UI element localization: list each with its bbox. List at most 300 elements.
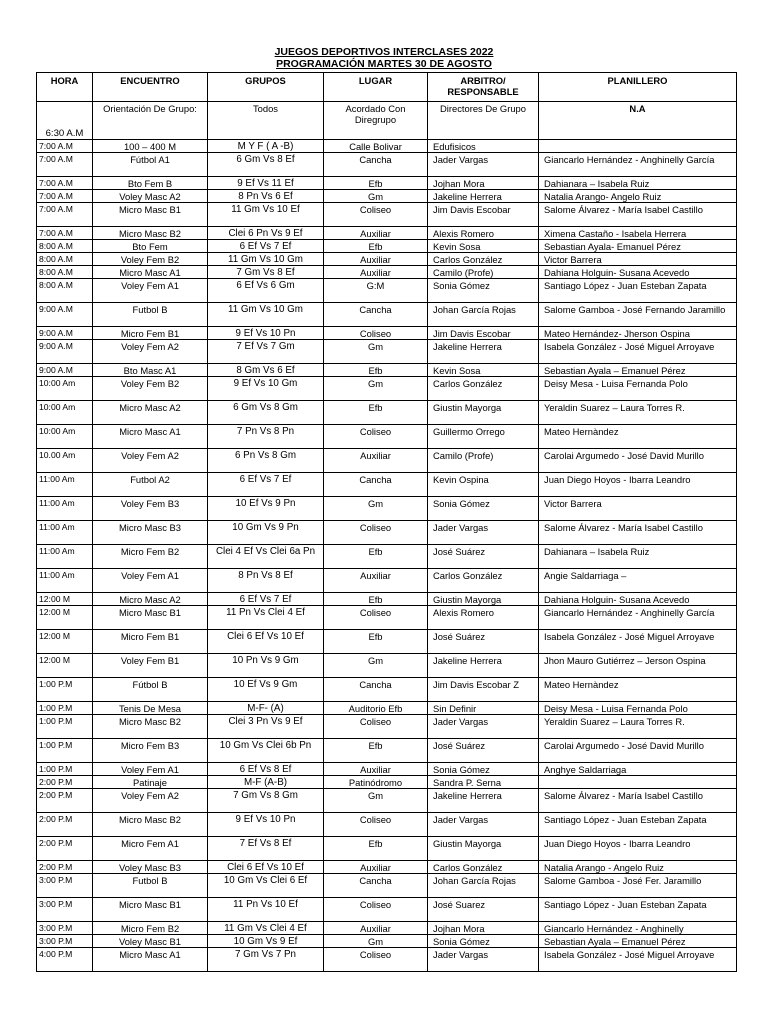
cell-grupos: 6 Ef Vs 7 Ef	[208, 473, 324, 497]
cell-encuentro: Micro Masc A1	[93, 425, 208, 449]
cell-planillero: Mateo Hernández- Jherson Ospina	[539, 327, 737, 340]
cell-hora: 11:00 Am	[37, 497, 93, 521]
table-row	[37, 425, 737, 449]
cell-lugar: Cancha	[324, 153, 428, 177]
cell-hora: 7:00 A.M	[37, 227, 93, 240]
cell-grupos: 10 Pn Vs 9 Gm	[208, 654, 324, 678]
cell-encuentro: Voley Fem A1	[93, 279, 208, 303]
cell-arbitro: Sandra P. Serna	[428, 776, 539, 789]
cell-grupos: 11 Gm Vs 10 Gm	[208, 253, 324, 266]
cell-arbitro: Johan García Rojas	[428, 874, 539, 898]
cell-arbitro: Jakeline Herrera	[428, 654, 539, 678]
table-row	[37, 545, 737, 569]
cell-lugar: Gm	[324, 190, 428, 203]
table-row	[37, 303, 737, 327]
cell-encuentro: Bto Fem B	[93, 177, 208, 190]
cell-hora: 2:00 P.M	[37, 837, 93, 861]
table-row	[37, 327, 737, 340]
cell-arbitro: Kevin Ospina	[428, 473, 539, 497]
cell-encuentro: Micro Masc A2	[93, 401, 208, 425]
cell-grupos: 9 Ef Vs 11 Ef	[208, 177, 324, 190]
schedule-table	[36, 72, 737, 972]
table-row	[37, 203, 737, 227]
table-row	[37, 153, 737, 177]
cell-grupos: 11 Pn Vs 10 Ef	[208, 898, 324, 922]
cell-arbitro: José Suarez	[428, 898, 539, 922]
cell-lugar: Coliseo	[324, 425, 428, 449]
cell-hora: 6:30 A.M	[37, 102, 93, 140]
cell-grupos: 11 Gm Vs 10 Gm	[208, 303, 324, 327]
cell-encuentro: Voley Fem B3	[93, 497, 208, 521]
cell-grupos: Clei 6 Ef Vs 10 Ef	[208, 630, 324, 654]
cell-encuentro: Futbol A2	[93, 473, 208, 497]
cell-planillero: Carolai Argumedo - José David Murillo	[539, 449, 737, 473]
cell-encuentro: Micro Fem B3	[93, 739, 208, 763]
cell-planillero: Juan Diego Hoyos - Ibarra Leandro	[539, 473, 737, 497]
cell-lugar: Calle Bolivar	[324, 140, 428, 153]
cell-grupos: 7 Pn Vs 8 Pn	[208, 425, 324, 449]
table-row	[37, 401, 737, 425]
cell-hora: 7:00 A.M	[37, 140, 93, 153]
cell-grupos: 9 Ef Vs 10 Gm	[208, 377, 324, 401]
cell-planillero: Salome Álvarez - María Isabel Castillo	[539, 521, 737, 545]
cell-lugar: Efb	[324, 739, 428, 763]
cell-encuentro: Voley Fem B2	[93, 377, 208, 401]
cell-planillero: Dahianara – Isabela Ruiz	[539, 177, 737, 190]
cell-planillero: Salome Gamboa - José Fer. Jaramillo	[539, 874, 737, 898]
cell-grupos: Clei 6 Pn Vs 9 Ef	[208, 227, 324, 240]
cell-lugar: Gm	[324, 935, 428, 948]
cell-planillero: Angie Saldarriaga –	[539, 569, 737, 593]
table-row	[37, 606, 737, 630]
cell-grupos: M-F (A-B)	[208, 776, 324, 789]
cell-planillero: Santiago López - Juan Esteban Zapata	[539, 898, 737, 922]
cell-hora: 3:00 P.M	[37, 874, 93, 898]
cell-hora: 8:00 A.M	[37, 253, 93, 266]
cell-grupos: Clei 6 Ef Vs 10 Ef	[208, 861, 324, 874]
table-row	[37, 715, 737, 739]
document-title: JUEGOS DEPORTIVOS INTERCLASES 2022	[274, 46, 494, 58]
cell-hora: 2:00 P.M	[37, 776, 93, 789]
table-row	[37, 813, 737, 837]
cell-lugar: Efb	[324, 837, 428, 861]
cell-hora: 11:00 Am	[37, 473, 93, 497]
cell-grupos: 8 Pn Vs 6 Ef	[208, 190, 324, 203]
cell-lugar: Cancha	[324, 678, 428, 702]
cell-hora: 10:00 Am	[37, 425, 93, 449]
cell-planillero: Giancarlo Hernández - Anghinelly	[539, 922, 737, 935]
cell-grupos: 9 Ef Vs 10 Pn	[208, 813, 324, 837]
cell-grupos: Todos	[208, 102, 324, 140]
cell-lugar: Cancha	[324, 874, 428, 898]
table-row	[37, 240, 737, 253]
cell-arbitro: Carlos González	[428, 253, 539, 266]
cell-planillero: Giancarlo Hernández - Anghinelly García	[539, 153, 737, 177]
cell-encuentro: Micro Masc B2	[93, 813, 208, 837]
table-row	[37, 473, 737, 497]
cell-encuentro: Voley Fem A1	[93, 569, 208, 593]
cell-arbitro: Jader Vargas	[428, 948, 539, 972]
cell-arbitro: Alexis Romero	[428, 227, 539, 240]
cell-hora: 9:00 A.M	[37, 327, 93, 340]
cell-encuentro: Voley Fem A2	[93, 340, 208, 364]
cell-encuentro: Bto Fem	[93, 240, 208, 253]
cell-encuentro: Micro Fem B2	[93, 545, 208, 569]
cell-grupos: 11 Pn Vs Clei 4 Ef	[208, 606, 324, 630]
cell-arbitro: José Suárez	[428, 630, 539, 654]
cell-grupos: 8 Pn Vs 8 Ef	[208, 569, 324, 593]
cell-lugar: Coliseo	[324, 948, 428, 972]
cell-grupos: 10 Gm Vs 9 Ef	[208, 935, 324, 948]
cell-encuentro: Micro Masc A2	[93, 593, 208, 606]
cell-hora: 10.00 Am	[37, 449, 93, 473]
cell-hora: 1:00 P.M	[37, 715, 93, 739]
cell-lugar: Cancha	[324, 473, 428, 497]
cell-arbitro: Camilo (Profe)	[428, 449, 539, 473]
cell-encuentro: Voley Fem B1	[93, 654, 208, 678]
cell-planillero: Mateo Hernàndez	[539, 425, 737, 449]
document-subtitle: PROGRAMACIÓN MARTES 30 DE AGOSTO	[276, 57, 492, 70]
table-row	[37, 177, 737, 190]
cell-encuentro: Voley Fem A1	[93, 763, 208, 776]
cell-arbitro: Jader Vargas	[428, 813, 539, 837]
cell-lugar: Gm	[324, 789, 428, 813]
cell-arbitro: Sin Definir	[428, 702, 539, 715]
cell-encuentro: Micro Masc B1	[93, 898, 208, 922]
header-lugar: LUGAR	[324, 73, 428, 102]
cell-lugar: Coliseo	[324, 521, 428, 545]
cell-hora: 9:00 A.M	[37, 303, 93, 327]
cell-planillero: Natalia Arango- Angelo Ruiz	[539, 190, 737, 203]
cell-lugar: Acordado Con Diregrupo	[324, 102, 428, 140]
cell-arbitro: Sonia Gómez	[428, 935, 539, 948]
cell-encuentro: Fútbol B	[93, 678, 208, 702]
cell-arbitro: Directores De Grupo	[428, 102, 539, 140]
cell-planillero: Ximena Castaño - Isabela Herrera	[539, 227, 737, 240]
cell-hora: 3:00 P.M	[37, 935, 93, 948]
table-row	[37, 763, 737, 776]
cell-hora: 1:00 P.M	[37, 678, 93, 702]
cell-arbitro: Sonia Gómez	[428, 763, 539, 776]
cell-encuentro: Tenis De Mesa	[93, 702, 208, 715]
cell-planillero: Yeraldin Suarez – Laura Torres R.	[539, 715, 737, 739]
cell-grupos: 6 Ef Vs 8 Ef	[208, 763, 324, 776]
table-row	[37, 569, 737, 593]
cell-lugar: Auxiliar	[324, 569, 428, 593]
cell-hora: 3:00 P.M	[37, 898, 93, 922]
cell-hora: 1:00 P.M	[37, 763, 93, 776]
cell-hora: 11:00 Am	[37, 545, 93, 569]
cell-hora: 2:00 P.M	[37, 813, 93, 837]
cell-hora: 11:00 Am	[37, 569, 93, 593]
cell-arbitro: Carlos González	[428, 377, 539, 401]
cell-encuentro: Voley Fem A2	[93, 449, 208, 473]
cell-hora: 12:00 M	[37, 630, 93, 654]
table-row	[37, 449, 737, 473]
cell-planillero: Salome Álvarez - María Isabel Castillo	[539, 789, 737, 813]
table-row	[37, 948, 737, 972]
cell-grupos: 7 Gm Vs 7 Pn	[208, 948, 324, 972]
cell-encuentro: Futbol B	[93, 874, 208, 898]
cell-arbitro: Edufisicos	[428, 140, 539, 153]
cell-hora: 12:00 M	[37, 606, 93, 630]
table-row	[37, 190, 737, 203]
cell-hora: 10:00 Am	[37, 401, 93, 425]
cell-encuentro: Futbol B	[93, 303, 208, 327]
cell-grupos: M Y F ( A -B)	[208, 140, 324, 153]
document-titles	[0, 47, 768, 70]
cell-planillero: Jhon Mauro Gutiérrez – Jerson Ospina	[539, 654, 737, 678]
cell-lugar: Auditorio Efb	[324, 702, 428, 715]
cell-arbitro: Kevin Sosa	[428, 240, 539, 253]
cell-arbitro: Giustin Mayorga	[428, 593, 539, 606]
cell-arbitro: Jim Davis Escobar	[428, 327, 539, 340]
cell-hora: 2:00 P.M	[37, 789, 93, 813]
cell-arbitro: Jakeline Herrera	[428, 340, 539, 364]
cell-planillero: Salome Álvarez - María Isabel Castillo	[539, 203, 737, 227]
cell-lugar: Auxiliar	[324, 922, 428, 935]
cell-planillero: Victor Barrera	[539, 497, 737, 521]
cell-lugar: Efb	[324, 401, 428, 425]
cell-encuentro: 100 – 400 M	[93, 140, 208, 153]
cell-planillero: Santiago López - Juan Esteban Zapata	[539, 279, 737, 303]
cell-planillero: Natalia Arango - Angelo Ruiz	[539, 861, 737, 874]
cell-planillero	[539, 776, 737, 789]
cell-lugar: Efb	[324, 630, 428, 654]
table-row	[37, 266, 737, 279]
cell-planillero: Sebastian Ayala – Emanuel Pérez	[539, 364, 737, 377]
cell-planillero: Juan Diego Hoyos - Ibarra Leandro	[539, 837, 737, 861]
cell-grupos: 7 Gm Vs 8 Gm	[208, 789, 324, 813]
cell-hora: 7:00 A.M	[37, 203, 93, 227]
cell-hora: 10:00 Am	[37, 377, 93, 401]
table-row	[37, 253, 737, 266]
cell-grupos: 11 Gm Vs 10 Ef	[208, 203, 324, 227]
table-row	[37, 837, 737, 861]
table-row	[37, 922, 737, 935]
cell-hora: 2:00 P.M	[37, 861, 93, 874]
cell-hora: 8:00 A.M	[37, 266, 93, 279]
cell-grupos: 11 Gm Vs Clei 4 Ef	[208, 922, 324, 935]
cell-lugar: Coliseo	[324, 327, 428, 340]
cell-grupos: 6 Gm Vs 8 Gm	[208, 401, 324, 425]
cell-planillero: Dahiana Holguin- Susana Acevedo	[539, 266, 737, 279]
cell-hora: 3:00 P.M	[37, 922, 93, 935]
cell-arbitro: Jader Vargas	[428, 153, 539, 177]
cell-encuentro: Micro Masc B2	[93, 715, 208, 739]
cell-grupos: 7 Gm Vs 8 Ef	[208, 266, 324, 279]
cell-arbitro: José Suárez	[428, 739, 539, 763]
cell-lugar: Efb	[324, 593, 428, 606]
cell-lugar: Auxiliar	[324, 861, 428, 874]
cell-grupos: 10 Gm Vs Clei 6 Ef	[208, 874, 324, 898]
cell-lugar: Auxiliar	[324, 449, 428, 473]
table-header-row	[37, 73, 737, 102]
cell-hora: 7:00 A.M	[37, 177, 93, 190]
cell-hora: 8:00 A.M	[37, 279, 93, 303]
cell-encuentro: Bto Masc A1	[93, 364, 208, 377]
cell-arbitro: Giustin Mayorga	[428, 837, 539, 861]
cell-encuentro: Micro Masc B3	[93, 521, 208, 545]
cell-lugar: Auxiliar	[324, 253, 428, 266]
cell-lugar: Coliseo	[324, 813, 428, 837]
cell-planillero: Isabela González - José Miguel Arroyave	[539, 340, 737, 364]
cell-arbitro: Sonia Gómez	[428, 497, 539, 521]
table-row	[37, 861, 737, 874]
cell-planillero: Isabela González - José Miguel Arroyave	[539, 948, 737, 972]
table-row	[37, 935, 737, 948]
cell-encuentro: Micro Masc A1	[93, 948, 208, 972]
cell-hora: 7:00 A.M	[37, 190, 93, 203]
cell-planillero: Yeraldin Suarez – Laura Torres R.	[539, 401, 737, 425]
cell-lugar: Patinódromo	[324, 776, 428, 789]
table-row	[37, 654, 737, 678]
cell-hora: 12:00 M	[37, 593, 93, 606]
cell-encuentro: Orientación De Grupo:	[93, 102, 208, 140]
cell-arbitro: José Suárez	[428, 545, 539, 569]
cell-arbitro: Jim Davis Escobar Z	[428, 678, 539, 702]
cell-lugar: Coliseo	[324, 898, 428, 922]
cell-planillero: Sebastian Ayala – Emanuel Pérez	[539, 935, 737, 948]
cell-grupos: 6 Ef Vs 6 Gm	[208, 279, 324, 303]
cell-encuentro: Voley Fem B2	[93, 253, 208, 266]
header-hora: HORA	[37, 73, 93, 102]
cell-lugar: Auxiliar	[324, 266, 428, 279]
table-row	[37, 776, 737, 789]
cell-hora: 7:00 A.M	[37, 153, 93, 177]
table-row	[37, 364, 737, 377]
header-planillero: PLANILLERO	[539, 73, 737, 102]
cell-arbitro: Johan García Rojas	[428, 303, 539, 327]
cell-hora: 8:00 A.M	[37, 240, 93, 253]
cell-lugar: Gm	[324, 654, 428, 678]
cell-grupos: 9 Ef Vs 10 Pn	[208, 327, 324, 340]
table-row	[37, 789, 737, 813]
cell-grupos: 6 Pn Vs 8 Gm	[208, 449, 324, 473]
cell-encuentro: Patinaje	[93, 776, 208, 789]
cell-encuentro: Micro Masc A1	[93, 266, 208, 279]
table-row	[37, 340, 737, 364]
cell-planillero: Dahianara – Isabela Ruiz	[539, 545, 737, 569]
table-row	[37, 898, 737, 922]
cell-lugar: Auxiliar	[324, 763, 428, 776]
header-grupos: GRUPOS	[208, 73, 324, 102]
table-row	[37, 279, 737, 303]
table-row	[37, 497, 737, 521]
table-row	[37, 140, 737, 153]
cell-encuentro: Fútbol A1	[93, 153, 208, 177]
cell-grupos: 7 Ef Vs 7 Gm	[208, 340, 324, 364]
table-row	[37, 377, 737, 401]
cell-lugar: Gm	[324, 340, 428, 364]
cell-grupos: 8 Gm Vs 6 Ef	[208, 364, 324, 377]
cell-planillero: Dahiana Holguin- Susana Acevedo	[539, 593, 737, 606]
cell-encuentro: Voley Fem A2	[93, 789, 208, 813]
cell-encuentro: Voley Masc A2	[93, 190, 208, 203]
cell-arbitro: Giustin Mayorga	[428, 401, 539, 425]
cell-encuentro: Micro Fem B1	[93, 327, 208, 340]
cell-hora: 1:00 P.M	[37, 702, 93, 715]
cell-grupos: Clei 4 Ef Vs Clei 6a Pn	[208, 545, 324, 569]
cell-hora: 4:00 P.M	[37, 948, 93, 972]
cell-grupos: 10 Ef Vs 9 Pn	[208, 497, 324, 521]
cell-arbitro: Carlos González	[428, 861, 539, 874]
cell-lugar: Efb	[324, 177, 428, 190]
cell-grupos: 6 Gm Vs 8 Ef	[208, 153, 324, 177]
cell-planillero: Deisy Mesa - Luisa Fernanda Polo	[539, 702, 737, 715]
cell-hora: 11:00 Am	[37, 521, 93, 545]
cell-encuentro: Micro Fem B1	[93, 630, 208, 654]
cell-planillero: Carolai Argumedo - José David Murillo	[539, 739, 737, 763]
cell-grupos: 6 Ef Vs 7 Ef	[208, 240, 324, 253]
table-row	[37, 521, 737, 545]
cell-lugar: Gm	[324, 377, 428, 401]
cell-lugar: Efb	[324, 240, 428, 253]
cell-lugar: Coliseo	[324, 203, 428, 227]
orientation-row	[37, 102, 737, 140]
cell-planillero: Santiago López - Juan Esteban Zapata	[539, 813, 737, 837]
cell-encuentro: Micro Masc B2	[93, 227, 208, 240]
cell-lugar: Coliseo	[324, 715, 428, 739]
cell-arbitro: Carlos González	[428, 569, 539, 593]
cell-planillero	[539, 140, 737, 153]
cell-encuentro: Micro Masc B1	[93, 203, 208, 227]
table-row	[37, 702, 737, 715]
cell-arbitro: Jojhan Mora	[428, 177, 539, 190]
cell-arbitro: Jader Vargas	[428, 521, 539, 545]
cell-grupos: 7 Ef Vs 8 Ef	[208, 837, 324, 861]
cell-lugar: Gm	[324, 497, 428, 521]
cell-lugar: Coliseo	[324, 606, 428, 630]
cell-grupos: 10 Gm Vs Clei 6b Pn	[208, 739, 324, 763]
cell-lugar: Efb	[324, 545, 428, 569]
cell-lugar: G:M	[324, 279, 428, 303]
cell-encuentro: Micro Fem B2	[93, 922, 208, 935]
table-row	[37, 678, 737, 702]
cell-arbitro: Kevin Sosa	[428, 364, 539, 377]
cell-grupos: Clei 3 Pn Vs 9 Ef	[208, 715, 324, 739]
cell-planillero: N.A	[539, 102, 737, 140]
cell-lugar: Auxiliar	[324, 227, 428, 240]
table-row	[37, 874, 737, 898]
cell-arbitro: Alexis Romero	[428, 606, 539, 630]
cell-encuentro: Voley Masc B1	[93, 935, 208, 948]
cell-encuentro: Micro Fem A1	[93, 837, 208, 861]
table-row	[37, 227, 737, 240]
cell-arbitro: Jakeline Herrera	[428, 190, 539, 203]
cell-encuentro: Voley Masc B3	[93, 861, 208, 874]
cell-planillero: Victor Barrera	[539, 253, 737, 266]
cell-planillero: Salome Gamboa - José Fernando Jaramillo	[539, 303, 737, 327]
cell-lugar: Cancha	[324, 303, 428, 327]
cell-grupos: 6 Ef Vs 7 Ef	[208, 593, 324, 606]
cell-encuentro: Micro Masc B1	[93, 606, 208, 630]
cell-arbitro: Jojhan Mora	[428, 922, 539, 935]
cell-arbitro: Sonia Gómez	[428, 279, 539, 303]
cell-arbitro: Jim Davis Escobar	[428, 203, 539, 227]
table-row	[37, 630, 737, 654]
header-arbitro: ARBITRO/ RESPONSABLE	[428, 73, 539, 102]
cell-arbitro: Camilo (Profe)	[428, 266, 539, 279]
table-row	[37, 593, 737, 606]
cell-hora: 9:00 A.M	[37, 340, 93, 364]
cell-arbitro: Jader Vargas	[428, 715, 539, 739]
cell-grupos: 10 Gm Vs 9 Pn	[208, 521, 324, 545]
cell-planillero: Deisy Mesa - Luisa Fernanda Polo	[539, 377, 737, 401]
cell-planillero: Sebastian Ayala- Emanuel Pérez	[539, 240, 737, 253]
cell-grupos: 10 Ef Vs 9 Gm	[208, 678, 324, 702]
cell-arbitro: Guillermo Orrego	[428, 425, 539, 449]
